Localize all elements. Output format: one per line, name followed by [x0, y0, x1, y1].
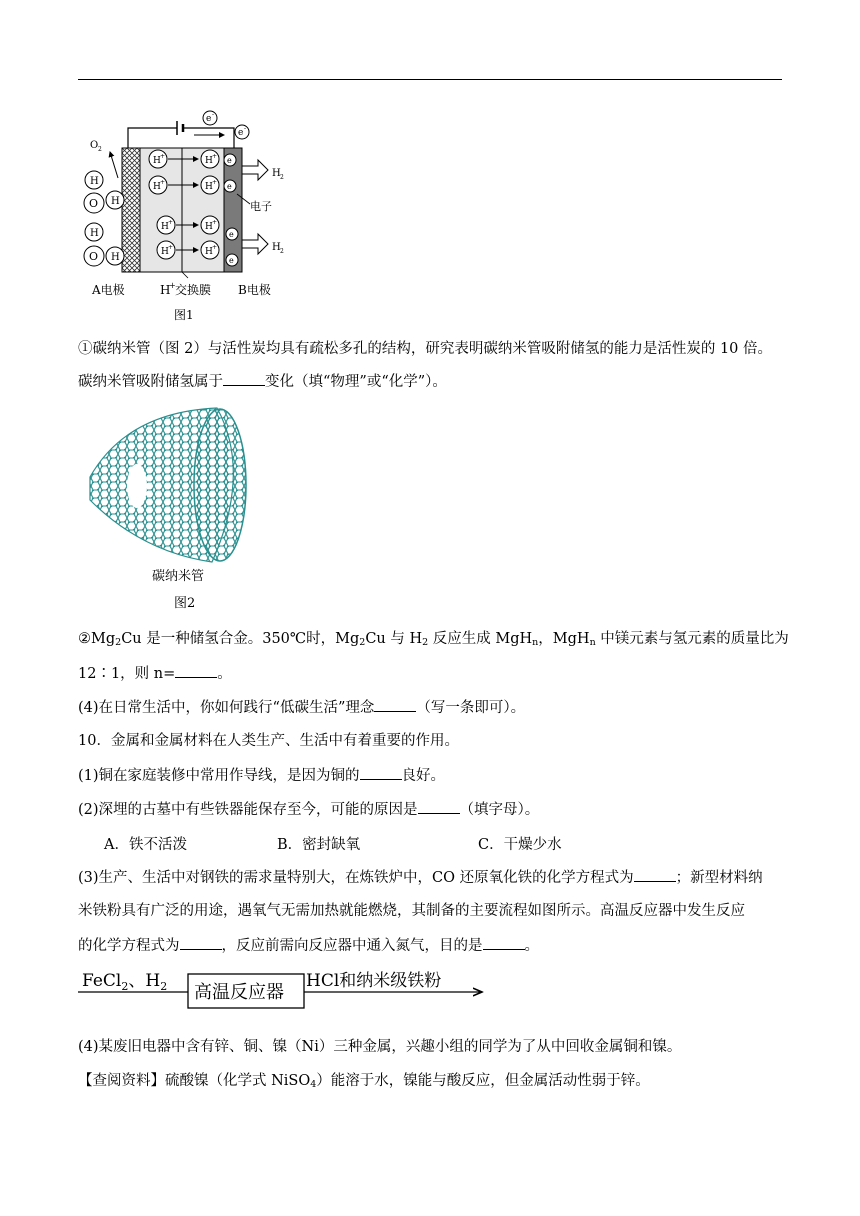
svg-text:+: +	[212, 153, 218, 160]
svg-text:H: H	[205, 182, 213, 192]
question-10-3-line-3: 的化学方程式为 ，反应前需向反应器中通入氮气，目的是 。	[78, 935, 539, 956]
process-flow-diagram	[78, 964, 498, 1012]
svg-text:电子: 电子	[250, 200, 272, 213]
svg-text:+: +	[168, 219, 174, 226]
svg-text:e: e	[227, 156, 232, 165]
svg-text:+: +	[212, 219, 218, 226]
answer-blank[interactable]	[175, 663, 217, 678]
question-4: (4)在日常生活中，你如何践行“低碳生活”理念 （写一条即可）。	[78, 697, 525, 718]
svg-text:+: +	[169, 281, 176, 290]
electrode-b	[224, 148, 242, 272]
svg-text:H: H	[90, 228, 99, 239]
answer-blank[interactable]	[360, 765, 402, 780]
svg-text:H: H	[161, 247, 169, 257]
question-3-1-line-1: ①碳纳米管（图 2）与活性炭均具有疏松多孔的结构，研究表明碳纳米管吸附储氢的能力是活性炭的 10 倍。	[78, 341, 772, 357]
flow-input-label: FeCl$_2$、$H_2$	[82, 971, 168, 993]
question-3-2-line-2: 12∶1，则 n= 。	[78, 663, 232, 684]
svg-text:e: e	[206, 114, 212, 124]
svg-text:2: 2	[280, 248, 284, 255]
svg-text:e: e	[229, 256, 234, 265]
question-10-3-line-2: 米铁粉具有广泛的用途，遇氧气无需加热就能燃烧，其制备的主要流程如图所示。高温反应器中发生反应	[78, 903, 745, 919]
electrode-a	[122, 148, 140, 272]
question-10-2: (2)深埋的古墓中有些铁器能保存至今，可能的原因是 （填字母）。	[78, 799, 539, 820]
svg-text:e: e	[227, 182, 232, 191]
svg-text:H: H	[205, 247, 213, 257]
svg-text:2: 2	[280, 174, 284, 181]
svg-text:H: H	[161, 222, 169, 232]
svg-text:+: +	[160, 179, 166, 186]
svg-text:2: 2	[98, 146, 102, 153]
reference-info: 【查阅资料】硫酸镍（化学式 NiSO$_4$）能溶于水，镍能与酸反应，但金属活动性弱于锌。	[78, 1073, 650, 1090]
svg-text:H: H	[153, 156, 161, 166]
answer-blank[interactable]	[223, 371, 265, 386]
svg-text:+: +	[160, 153, 166, 160]
svg-text:H: H	[90, 176, 99, 187]
svg-text:H: H	[205, 222, 213, 232]
answer-blank[interactable]	[374, 697, 416, 712]
option-c[interactable]: C．干燥少水	[478, 837, 562, 853]
svg-text:H: H	[160, 283, 171, 297]
svg-text:O: O	[89, 197, 99, 210]
svg-text:A电极: A电极	[92, 283, 125, 297]
svg-text:O: O	[90, 140, 99, 151]
svg-text:H: H	[272, 168, 281, 179]
flow-output-label: HCl和纳米级铁粉	[306, 971, 442, 991]
header-rule	[78, 79, 782, 80]
svg-text:碳纳米管: 碳纳米管	[152, 569, 205, 584]
svg-text:H: H	[153, 182, 161, 192]
svg-text:+: +	[212, 179, 218, 186]
answer-blank[interactable]	[634, 867, 676, 882]
svg-text:H: H	[111, 252, 120, 263]
svg-text:交换膜: 交换膜	[175, 283, 212, 297]
svg-text:图2: 图2	[174, 596, 196, 611]
question-10-3-line-1: (3)生产、生活中对钢铁的需求量特别大，在炼铁炉中，CO 还原氧化铁的化学方程式为 ；新型材料纳	[78, 867, 763, 888]
answer-blank[interactable]	[418, 799, 460, 814]
answer-blank[interactable]	[180, 935, 222, 950]
svg-text:H: H	[111, 196, 120, 207]
svg-text:H: H	[272, 242, 281, 253]
svg-text:-: -	[212, 111, 215, 118]
figure-2-carbon-nanotube	[82, 402, 262, 614]
question-10-title: 10．金属和金属材料在人类生产、生活中有着重要的作用。	[78, 733, 459, 749]
svg-text:图1: 图1	[174, 308, 194, 322]
svg-text:e: e	[229, 230, 234, 239]
svg-text:-: -	[244, 125, 247, 132]
question-3-2-line-1: $②Mg_2Cu$ 是一种储氢合金。350℃时，$Mg_2Cu$ 与 $H_2$ 反应生成 MgH$_n$，MgH$_n$ 中镁元素与氢元素的质量比为	[78, 631, 789, 648]
option-a[interactable]: A．铁不活泼	[104, 837, 187, 853]
question-10-1: (1)铜在家庭装修中常用作导线，是因为铜的 良好。	[78, 765, 445, 786]
svg-text:e: e	[238, 128, 244, 138]
svg-text:H: H	[205, 156, 213, 166]
question-3-1-line-2: 碳纳米管吸附储氢属于 变化（填“物理”或“化学”）。	[78, 371, 447, 392]
svg-text:+: +	[212, 244, 218, 251]
figure-1-electrolysis-diagram	[82, 108, 302, 326]
answer-blank[interactable]	[483, 935, 525, 950]
flow-reactor-label: 高温反应器	[194, 982, 284, 1003]
svg-text:O: O	[89, 250, 99, 263]
svg-text:B电极: B电极	[238, 283, 271, 297]
question-10-4: (4)某废旧电器中含有锌、铜、镍（Ni）三种金属，兴趣小组的同学为了从中回收金属铜和镍。	[78, 1039, 682, 1055]
svg-text:+: +	[168, 244, 174, 251]
option-b[interactable]: B．密封缺氧	[277, 837, 361, 853]
